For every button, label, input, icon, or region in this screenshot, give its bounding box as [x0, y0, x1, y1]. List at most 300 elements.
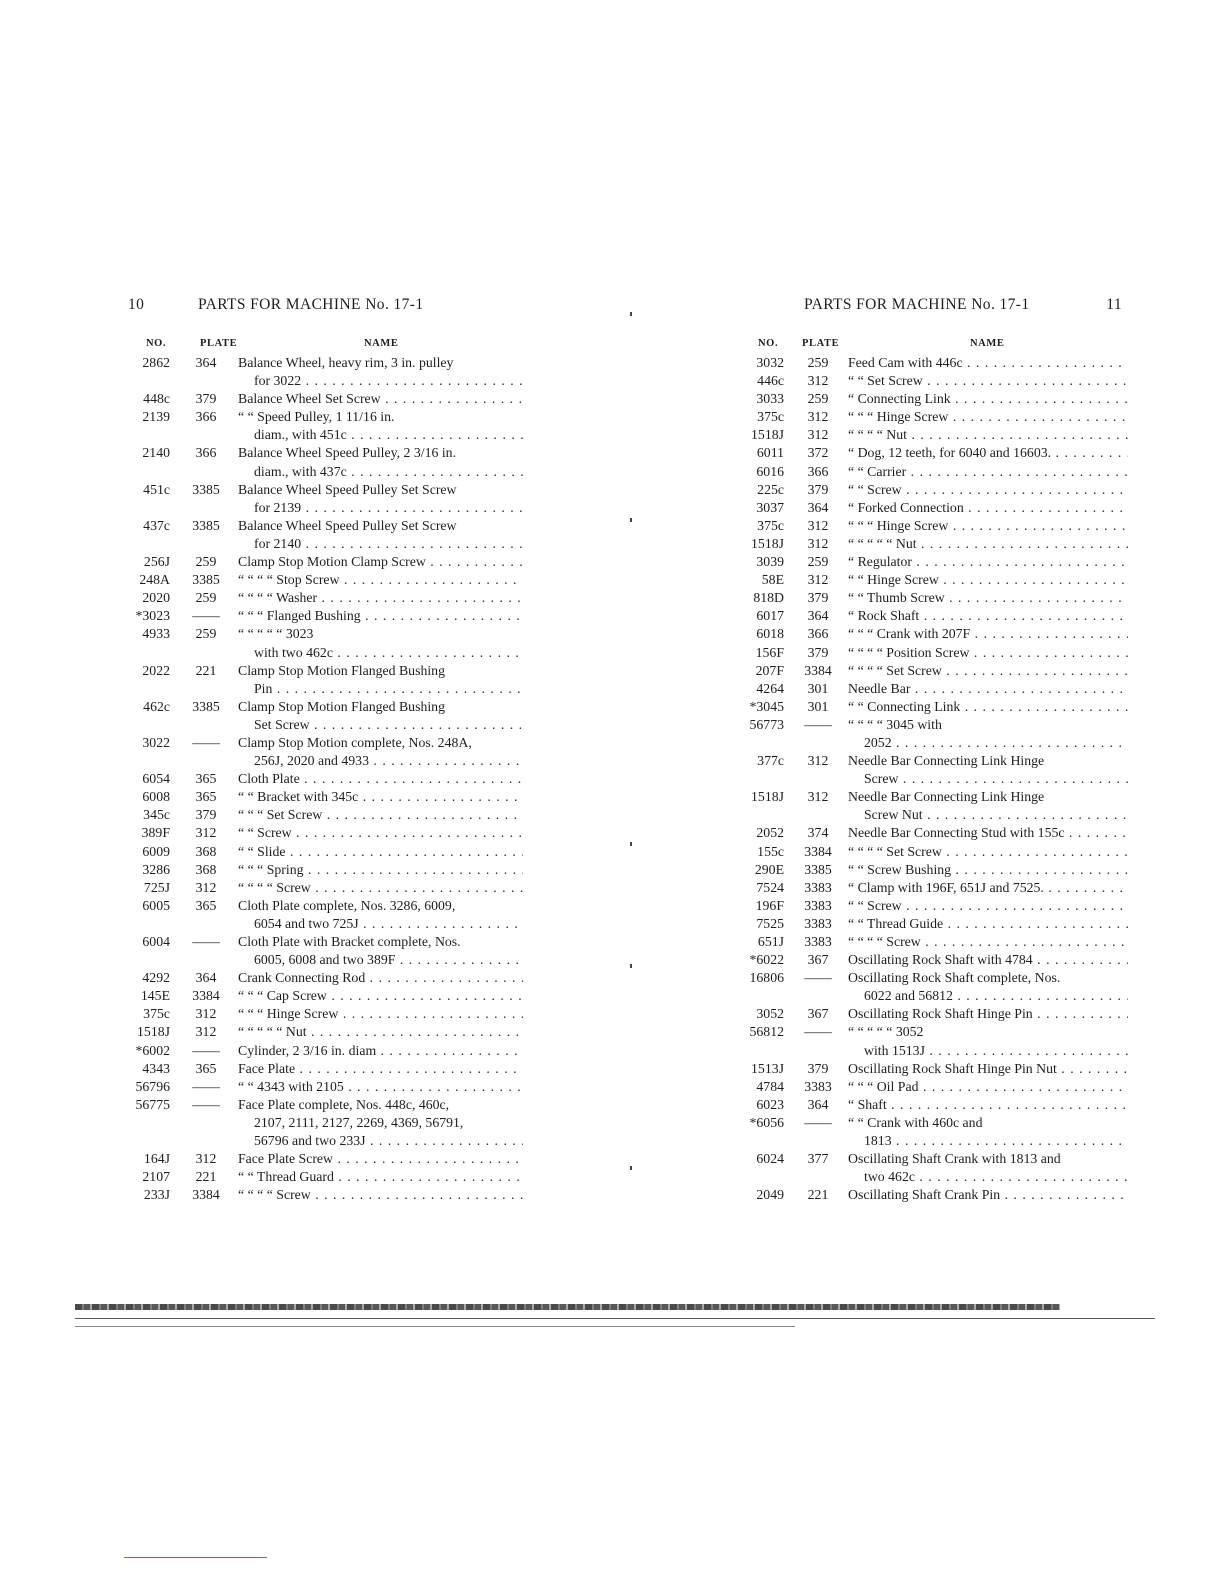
scan-speck — [630, 842, 632, 846]
plate-number: 259 — [807, 355, 829, 370]
part-number: 233J — [143, 1187, 170, 1203]
part-name-text: “ “ “ “ Screw . . . — [238, 1186, 523, 1204]
table-row — [128, 408, 523, 444]
plate-number: 3383 — [804, 915, 832, 931]
part-name-text: “ “ “ Crank with 207F . . . — [848, 625, 1128, 643]
part-number: 6016 — [756, 463, 784, 479]
part-number: 375c — [757, 409, 784, 425]
part-name-text: Balance Wheel Set Screw . . . — [238, 390, 523, 408]
table-row — [748, 1150, 1128, 1186]
part-name-continuation: for 3022 . . . — [238, 372, 523, 390]
part-name — [236, 861, 523, 879]
plate-number: 364 — [807, 608, 829, 624]
part-name — [846, 951, 1128, 969]
part-name — [236, 662, 523, 698]
part-name-text: “ “ “ Hinge Screw . . . — [848, 517, 1128, 535]
part-name-text: Oscillating Shaft Crank with 1813 and — [848, 1151, 1061, 1167]
part-number: 3037 — [756, 499, 784, 515]
part-name — [846, 1186, 1128, 1204]
part-number: 4933 — [142, 626, 170, 642]
part-name-continuation: 256J, 2020 and 4933 . . . — [238, 752, 523, 770]
part-name — [846, 933, 1128, 951]
table-row — [748, 1114, 1128, 1150]
plate-number: 368 — [195, 843, 217, 859]
table-row — [748, 571, 1128, 589]
part-name-continuation: 6054 and two 725J . . . — [238, 915, 523, 933]
plate-number: 259 — [195, 554, 217, 570]
part-name — [846, 463, 1128, 481]
scan-speck — [630, 312, 632, 316]
plate-number: 372 — [807, 445, 829, 461]
part-number: 6023 — [756, 1096, 784, 1112]
table-row — [748, 879, 1128, 897]
part-number: 451c — [143, 481, 170, 497]
plate-number: 312 — [807, 789, 829, 805]
plate-number: 379 — [195, 807, 217, 823]
plate-number: 221 — [195, 662, 217, 678]
table-row — [128, 517, 523, 553]
part-number: 16806 — [749, 970, 784, 986]
part-name — [236, 933, 523, 969]
table-row — [128, 861, 523, 879]
part-number: 2049 — [756, 1187, 784, 1203]
part-number: 462c — [143, 698, 170, 714]
part-name-text: Crank Connecting Rod . . . — [238, 969, 523, 987]
column-headers — [748, 334, 1128, 354]
part-name — [236, 1042, 523, 1060]
part-number: 345c — [143, 807, 170, 823]
part-number: 6009 — [142, 843, 170, 859]
plate-number: 365 — [195, 1060, 217, 1076]
part-number: 3286 — [142, 861, 170, 877]
part-number: 377c — [757, 753, 784, 769]
table-row — [748, 1186, 1128, 1204]
part-name — [846, 553, 1128, 571]
table-row — [748, 897, 1128, 915]
plate-number: 3384 — [804, 662, 832, 678]
table-row — [128, 1023, 523, 1041]
part-name — [846, 1078, 1128, 1096]
part-name-text: Cylinder, 2 3/16 in. diam . . . — [238, 1042, 523, 1060]
plate-number: 312 — [807, 427, 829, 443]
part-number: 4343 — [142, 1060, 170, 1076]
part-name-text: Oscillating Rock Shaft Hinge Pin Nut . . . — [848, 1060, 1128, 1078]
table-row — [748, 517, 1128, 535]
part-name-text: “ “ “ Spring . . . — [238, 861, 523, 879]
part-name — [236, 788, 523, 806]
parts-table — [128, 354, 523, 1204]
table-row — [748, 698, 1128, 716]
part-name — [236, 1150, 523, 1168]
part-name-continuation: diam., with 437c . . . — [238, 463, 523, 481]
table-row — [128, 571, 523, 589]
table-row — [128, 788, 523, 806]
part-number: 256J — [143, 554, 170, 570]
plate-number: —— — [192, 1078, 220, 1094]
part-number: 3039 — [756, 554, 784, 570]
table-row — [748, 589, 1128, 607]
part-number: 6008 — [142, 789, 170, 805]
plate-number: —— — [804, 1024, 832, 1040]
scan-smear — [75, 1304, 1060, 1310]
part-number: 207F — [755, 662, 784, 678]
part-number: 1518J — [751, 535, 784, 551]
table-row — [748, 843, 1128, 861]
part-name-text: “ “ “ “ “ Nut . . . — [238, 1023, 523, 1041]
plate-number: 259 — [195, 590, 217, 606]
part-number: 4292 — [142, 970, 170, 986]
part-name-text: “ “ Thumb Screw . . . — [848, 589, 1128, 607]
plate-number: 312 — [195, 1024, 217, 1040]
table-row — [748, 607, 1128, 625]
scan-speck — [630, 964, 632, 968]
part-name — [846, 1060, 1128, 1078]
part-name-text: “ “ Hinge Screw . . . — [848, 571, 1128, 589]
part-name-continuation: with two 462c . . . — [238, 644, 523, 662]
column-header-name: NAME — [364, 338, 399, 349]
column-header-no: NO. — [146, 338, 167, 349]
plate-number: 364 — [195, 355, 217, 370]
plate-number: 3385 — [192, 481, 220, 497]
column-header-plate: PLATE — [802, 338, 840, 349]
part-name — [846, 571, 1128, 589]
part-name — [846, 354, 1128, 372]
table-row — [128, 1060, 523, 1078]
part-number: 1518J — [751, 427, 784, 443]
part-number: 7525 — [756, 915, 784, 931]
part-name — [236, 879, 523, 897]
plate-number: 3383 — [804, 897, 832, 913]
part-name-text: Clamp Stop Motion complete, Nos. 248A, — [238, 734, 472, 750]
part-name-text: “ “ “ “ Position Screw . . . — [848, 644, 1128, 662]
part-name-continuation: for 2139 . . . — [238, 499, 523, 517]
part-name — [846, 915, 1128, 933]
plate-number: 3383 — [804, 879, 832, 895]
part-name — [236, 1023, 523, 1041]
part-name-continuation: for 2140 . . . — [238, 535, 523, 553]
part-name — [236, 1186, 523, 1204]
page-title: PARTS FOR MACHINE No. 17-1 — [198, 296, 424, 313]
part-name-text: “ Connecting Link . . . — [848, 390, 1128, 408]
part-name-text: “ Dog, 12 teeth, for 6040 and 16603. . . . — [848, 444, 1128, 462]
table-row — [128, 1186, 523, 1204]
part-name — [236, 607, 523, 625]
scan-speck — [630, 518, 632, 522]
part-name-text: Needle Bar Connecting Link Hinge — [848, 753, 1045, 769]
table-row — [748, 535, 1128, 553]
part-name-text: Needle Bar Connecting Stud with 155c . . . — [848, 824, 1128, 842]
table-row — [748, 444, 1128, 462]
part-name-text: “ “ “ Hinge Screw . . . — [238, 1005, 523, 1023]
page-number: 11 — [1106, 296, 1122, 313]
plate-number: 379 — [807, 481, 829, 497]
part-name-continuation: 1813 . . . — [848, 1132, 1128, 1150]
part-name-text: “ “ Screw . . . — [848, 897, 1128, 915]
part-name-text: “ “ “ “ “ Nut . . . — [848, 535, 1128, 553]
part-name-text: “ “ “ Set Screw . . . — [238, 806, 523, 824]
part-name — [846, 861, 1128, 879]
plate-number: 379 — [807, 1060, 829, 1076]
part-name-text: Face Plate complete, Nos. 448c, 460c, — [238, 1096, 450, 1112]
part-number: 2862 — [142, 355, 170, 370]
part-name — [846, 698, 1128, 716]
part-name-text: “ “ Screw Bushing . . . — [848, 861, 1128, 879]
plate-number: 312 — [195, 879, 217, 895]
part-name-text: “ “ Bracket with 345c . . . — [238, 788, 523, 806]
part-number: 6024 — [756, 1151, 784, 1167]
part-number: *3023 — [135, 608, 170, 624]
table-row — [748, 861, 1128, 879]
part-name-text: “ “ “ “ Stop Screw . . . — [238, 571, 523, 589]
plate-number: 312 — [195, 825, 217, 841]
table-row — [748, 915, 1128, 933]
part-name — [846, 444, 1128, 462]
part-number: 58E — [761, 572, 784, 588]
part-number: *3045 — [749, 698, 784, 714]
left-page — [128, 296, 523, 1204]
plate-number: 365 — [195, 771, 217, 787]
part-name — [236, 969, 523, 987]
part-name-text: “ “ “ “ “ 3052 — [848, 1024, 924, 1040]
part-number: 437c — [143, 517, 170, 533]
table-row — [748, 354, 1128, 372]
part-number: 2052 — [756, 825, 784, 841]
part-name — [846, 1023, 1128, 1059]
part-number: 651J — [757, 934, 784, 949]
table-row — [128, 770, 523, 788]
part-name — [846, 752, 1128, 788]
part-name-continuation: 6005, 6008 and two 389F . . . — [238, 951, 523, 969]
right-page — [748, 296, 1128, 1204]
part-name-continuation: 6022 and 56812 . . . — [848, 987, 1128, 1005]
part-name — [846, 788, 1128, 824]
part-name — [236, 517, 523, 553]
plate-number: 3385 — [804, 861, 832, 877]
table-row — [128, 987, 523, 1005]
scan-rule — [75, 1318, 1155, 1319]
part-number: 3022 — [142, 734, 170, 750]
part-number: 248A — [139, 572, 170, 588]
plate-number: 259 — [195, 626, 217, 642]
part-name-text: Clamp Stop Motion Clamp Screw . . . — [238, 553, 523, 571]
part-number: 1518J — [751, 789, 784, 805]
part-number: 3033 — [756, 391, 784, 407]
part-number: 818D — [753, 590, 784, 606]
plate-number: 364 — [807, 1096, 829, 1112]
table-row — [748, 499, 1128, 517]
table-row — [128, 933, 523, 969]
table-row — [128, 1042, 523, 1060]
part-number: *6022 — [749, 952, 784, 968]
plate-number: 312 — [807, 517, 829, 533]
part-name — [846, 535, 1128, 553]
part-number: 2139 — [142, 409, 170, 425]
part-number: 56812 — [749, 1024, 784, 1040]
table-row — [128, 879, 523, 897]
part-name — [846, 390, 1128, 408]
table-row — [128, 1078, 523, 1096]
part-name — [236, 698, 523, 734]
part-number: 2022 — [142, 662, 170, 678]
table-row — [748, 752, 1128, 788]
part-name-text: Oscillating Shaft Crank Pin . . . — [848, 1186, 1128, 1204]
plate-number: 366 — [807, 463, 829, 479]
part-name-continuation: 56796 and two 233J . . . — [238, 1132, 523, 1150]
part-name — [236, 770, 523, 788]
plate-number: —— — [804, 970, 832, 986]
part-number: 3052 — [756, 1006, 784, 1022]
table-row — [128, 734, 523, 770]
page-header — [748, 296, 1128, 318]
part-name-text: Needle Bar Connecting Link Hinge — [848, 789, 1045, 805]
part-name — [846, 1114, 1128, 1150]
plate-number: 312 — [807, 373, 829, 389]
part-name-text: “ “ “ “ Washer . . . — [238, 589, 523, 607]
part-number: 156F — [755, 644, 784, 660]
table-row — [748, 625, 1128, 643]
plate-number: —— — [192, 934, 220, 949]
table-row — [748, 1060, 1128, 1078]
part-name — [236, 390, 523, 408]
part-number: 56775 — [135, 1096, 170, 1112]
part-name-text: “ “ Screw . . . — [238, 824, 523, 842]
part-number: 56796 — [135, 1078, 170, 1094]
part-number: *6056 — [749, 1114, 784, 1130]
page-number: 10 — [128, 296, 145, 313]
plate-number: 368 — [195, 861, 217, 877]
plate-number: 312 — [807, 535, 829, 551]
plate-number: 259 — [807, 391, 829, 407]
part-name-text: Balance Wheel Speed Pulley Set Screw — [238, 481, 457, 497]
part-name-text: Needle Bar . . . — [848, 680, 1128, 698]
part-name-text: Oscillating Rock Shaft complete, Nos. — [848, 970, 1061, 986]
table-row — [128, 698, 523, 734]
plate-number: 259 — [807, 554, 829, 570]
plate-number: 364 — [807, 499, 829, 515]
part-number: 375c — [757, 517, 784, 533]
plate-number: —— — [192, 608, 220, 624]
part-name-continuation: Screw Nut . . . — [848, 806, 1128, 824]
part-name-text: “ “ “ “ Set Screw . . . — [848, 662, 1128, 680]
part-name — [236, 897, 523, 933]
table-row — [748, 951, 1128, 969]
part-name — [846, 625, 1128, 643]
part-number: 725J — [143, 879, 170, 895]
part-name-text: Balance Wheel, heavy rim, 3 in. pulley — [238, 355, 454, 370]
table-row — [128, 589, 523, 607]
part-number: 6017 — [756, 608, 784, 624]
part-name — [236, 1168, 523, 1186]
part-name — [236, 843, 523, 861]
part-name — [236, 1096, 523, 1150]
part-name — [236, 1005, 523, 1023]
table-row — [748, 933, 1128, 951]
part-name — [236, 734, 523, 770]
part-name-text: “ “ Thread Guard . . . — [238, 1168, 523, 1186]
part-name-text: Face Plate Screw . . . — [238, 1150, 523, 1168]
table-row — [128, 481, 523, 517]
plate-number: 312 — [195, 1006, 217, 1022]
part-name-text: “ “ Thread Guide . . . — [848, 915, 1128, 933]
plate-number: 221 — [195, 1169, 217, 1185]
part-number: 6054 — [142, 771, 170, 787]
part-number: 375c — [143, 1006, 170, 1022]
part-name — [846, 843, 1128, 861]
table-row — [748, 716, 1128, 752]
column-header-no: NO. — [758, 338, 779, 349]
table-row — [128, 1168, 523, 1186]
part-number: 1518J — [137, 1024, 170, 1040]
table-row — [748, 644, 1128, 662]
part-name-text: “ Shaft . . . — [848, 1096, 1128, 1114]
plate-number: 379 — [807, 644, 829, 660]
table-row — [748, 372, 1128, 390]
table-row — [128, 607, 523, 625]
part-name-text: “ “ “ “ Set Screw . . . — [848, 843, 1128, 861]
part-name — [236, 481, 523, 517]
blue-underline — [124, 1557, 267, 1558]
table-row — [128, 444, 523, 480]
plate-number: 365 — [195, 897, 217, 913]
part-name-text: Balance Wheel Speed Pulley, 2 3/16 in. — [238, 445, 457, 461]
part-name-text: “ “ Connecting Link . . . — [848, 698, 1128, 716]
plate-number: 3383 — [804, 1078, 832, 1094]
part-name — [236, 1060, 523, 1078]
part-name-text: “ “ Carrier . . . — [848, 463, 1128, 481]
part-name-text: Face Plate . . . — [238, 1060, 523, 1078]
part-number: 389F — [141, 825, 170, 841]
part-name-text: “ “ “ Hinge Screw . . . — [848, 408, 1128, 426]
part-number: 7524 — [756, 879, 784, 895]
part-name — [846, 517, 1128, 535]
part-number: 145E — [140, 988, 170, 1004]
part-name-continuation: two 462c . . . — [848, 1168, 1128, 1186]
part-name — [236, 589, 523, 607]
part-name — [846, 1096, 1128, 1114]
table-row — [128, 1150, 523, 1168]
part-number: 4784 — [756, 1078, 784, 1094]
part-name — [236, 444, 523, 480]
table-row — [128, 553, 523, 571]
part-name — [846, 372, 1128, 390]
part-name-text: Cloth Plate complete, Nos. 3286, 6009, — [238, 897, 456, 913]
part-name — [236, 1078, 523, 1096]
part-name — [846, 1005, 1128, 1023]
table-row — [748, 390, 1128, 408]
scan-rule — [75, 1326, 795, 1327]
plate-number: 367 — [807, 1006, 829, 1022]
part-name — [236, 553, 523, 571]
plate-number: 312 — [195, 1151, 217, 1167]
page-header — [128, 296, 523, 318]
part-name-text: “ “ Slide . . . — [238, 843, 523, 861]
table-row — [748, 1023, 1128, 1059]
part-name — [236, 806, 523, 824]
plate-number: 301 — [807, 698, 829, 714]
table-row — [748, 788, 1128, 824]
part-number: 56773 — [749, 716, 784, 732]
part-number: 446c — [757, 373, 784, 389]
part-name-text: Clamp Stop Motion Flanged Bushing — [238, 698, 445, 714]
plate-number: 3385 — [192, 698, 220, 714]
part-number: 225c — [757, 481, 784, 497]
part-name-text: “ “ Speed Pulley, 1 11/16 in. — [238, 409, 395, 425]
plate-number: —— — [804, 716, 832, 732]
part-name — [236, 354, 523, 390]
parts-table — [748, 354, 1128, 1204]
plate-number: 3385 — [192, 572, 220, 588]
plate-number: 3384 — [192, 1187, 220, 1203]
